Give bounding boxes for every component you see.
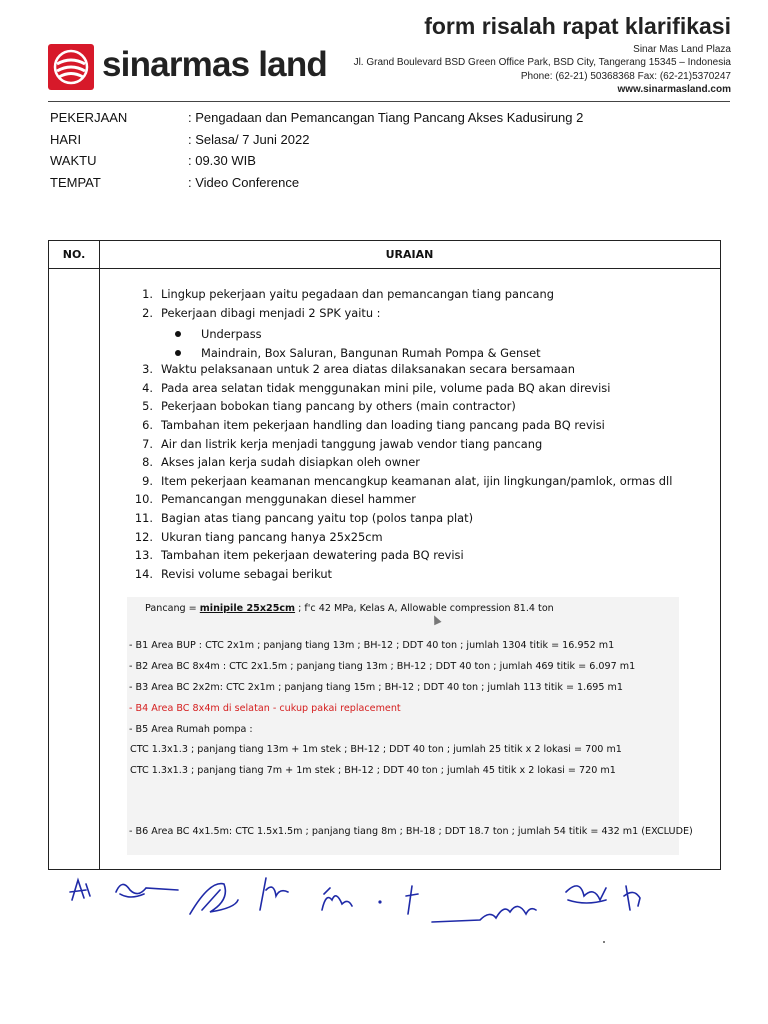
list-item [127,530,672,549]
meta-value: : 09.30 WIB [188,153,256,169]
calc-line-b5-ctc-2: CTC 1.3x1.3 ; panjang tiang 7m + 1m stek ; BH-12 ; DDT 40 ton ; jumlah 45 titik x 2 lokasi = 720 m1 [130,765,616,776]
volume-revision-block [127,597,693,855]
calc-line-b6: - B6 Area BC 4x1.5m: CTC 1.5x1.5m ; panjang tiang 8m ; BH-18 ; DDT 18.7 ton ; jumlah 54 titik = 432 m1 (EXCLUDE) [129,826,693,837]
item-text: Akses jalan kerja sudah disiapkan oleh owner [161,455,420,470]
list-item [127,567,672,586]
calc-line-b5: - B5 Area Rumah pompa : [129,724,253,735]
meta-label: WAKTU [50,153,97,169]
item-text: Waktu pelaksanaan untuk 2 area diatas dilaksanakan secara bersamaan [161,362,575,377]
pancang-type: minipile 25x25cm [199,603,296,614]
item-number: 12. [134,529,153,544]
meta-label: TEMPAT [50,175,101,191]
signature [322,888,352,910]
item-number: 8. [142,455,153,470]
column-divider [99,241,100,869]
pancang-label: Pancang = [145,603,200,614]
signature [260,878,288,910]
item-number: 4. [142,380,153,395]
calc-line-b2: - B2 Area BC 8x4m : CTC 2x1.5m ; panjang tiang 13m ; BH-12 ; DDT 40 ton ; jumlah 469 titik = 6.097 m1 [129,661,636,672]
list-item [127,418,672,437]
calc-line-b3: - B3 Area BC 2x2m: CTC 2x1m ; panjang tiang 15m ; BH-12 ; DDT 40 ton ; jumlah 113 titik = 1.695 m1 [129,682,623,693]
calc-line-b1: - B1 Area BUP : CTC 2x1m ; panjang tiang 13m ; BH-12 ; DDT 40 ton ; jumlah 1304 titik = 16.952 m1 [129,640,615,651]
list-item [127,287,672,306]
signature [566,886,606,903]
company-line: Phone: (62-21) 50368368 Fax: (62-21)5370247 [520,70,731,82]
list-item [127,548,672,567]
signature [190,884,238,914]
meta-value: : Selasa/ 7 Juni 2022 [188,131,310,147]
company-address [354,43,731,96]
item-text: Pekerjaan dibagi menjadi 2 SPK yaitu : [161,305,381,320]
item-number: 1. [142,287,153,301]
signature [70,880,90,900]
item-text: Pemancangan menggunakan diesel hammer [161,492,416,507]
item-number: 10. [134,492,153,507]
meta-row [50,110,583,132]
column-header-no: NO. [62,248,86,261]
list-item [127,455,672,474]
meta-row [50,153,583,175]
meta-label: PEKERJAAN [50,110,128,125]
logo-text: sinarmas land [102,45,327,84]
item-number: 7. [142,436,153,451]
calc-line-b4: - B4 Area BC 8x4m di selatan - cukup pakai replacement [129,703,401,714]
company-line: Jl. Grand Boulevard BSD Green Office Park, BSD City, Tangerang 15345 – Indonesia [353,57,731,69]
sinarmas-logo-icon [48,44,94,90]
company-line: Sinar Mas Land Plaza [633,44,731,55]
signature [432,906,536,922]
calc-line-b5-ctc-1: CTC 1.3x1.3 ; panjang tiang 13m + 1m stek ; BH-12 ; DDT 40 ton ; jumlah 25 titik x 2 lokasi = 700 m1 [130,744,622,755]
column-header-uraian: URAIAN [385,248,434,261]
meta-value: : Pengadaan dan Pemancangan Tiang Pancang Akses Kadusirung 2 [188,110,584,125]
list-item [127,511,672,530]
item-number: 2. [142,305,153,320]
list-item [127,492,672,511]
item-number: 5. [142,399,153,414]
pancang-spec [145,603,554,614]
meta-row [50,175,583,197]
item-number: 3. [142,362,153,377]
sub-item [127,343,672,362]
company-website: www.sinarmasland.com [617,83,731,95]
bullet-icon [175,331,181,337]
bullet-icon [175,350,181,356]
pancang-details: ; f'c 42 MPa, Kelas A, Allowable compression 81.4 ton [295,603,554,614]
item-text: Revisi volume sebagai berikut [161,566,333,581]
minutes-table [48,240,721,870]
header-row-divider [49,268,720,269]
meta-row [50,132,583,154]
item-text: Item pekerjaan keamanan mencangkup keamanan alat, ijin lingkungan/pamlok, ormas dll [161,473,673,488]
list-item [127,362,672,381]
item-text: Tambahan item pekerjaan handling dan loading tiang pancang pada BQ revisi [161,417,605,432]
list-item [127,381,672,400]
item-number: 11. [134,510,153,525]
form-title: form risalah rapat klarifikasi [424,13,731,39]
item-text: Tambahan item pekerjaan dewatering pada BQ revisi [161,548,464,563]
item-number: 9. [142,473,153,488]
meta-value: : Video Conference [188,175,300,191]
item-text: Ukuran tiang pancang hanya 25x25cm [161,529,383,544]
meta-label: HARI [50,131,82,147]
header-divider [48,101,730,102]
item-number: 13. [134,548,153,563]
sub-item-text: Underpass [201,326,262,341]
list-item [127,437,672,456]
sub-item-text: Maindrain, Box Saluran, Bangunan Rumah Pompa & Genset [201,345,541,360]
item-text: Pada area selatan tidak menggunakan mini pile, volume pada BQ akan direvisi [161,380,611,395]
item-text: Air dan listrik kerja menjadi tanggung jawab vendor tiang pancang [161,436,543,451]
list-item [127,474,672,493]
company-logo [48,44,348,90]
item-number: 14. [134,566,153,581]
item-text: Pekerjaan bobokan tiang pancang by others (main contractor) [161,399,516,414]
signatures [60,870,700,950]
list-item [127,306,672,325]
signature [379,886,418,914]
item-text: Lingkup pekerjaan yaitu pegadaan dan pemancangan tiang pancang [161,287,554,301]
signature [116,884,178,897]
minutes-list [127,287,672,585]
meeting-meta [50,110,583,197]
list-item [127,399,672,418]
item-text: Bagian atas tiang pancang yaitu top (polos tanpa plat) [161,510,474,525]
signature [624,886,640,910]
sub-item [127,324,672,343]
item-number: 6. [142,417,153,432]
